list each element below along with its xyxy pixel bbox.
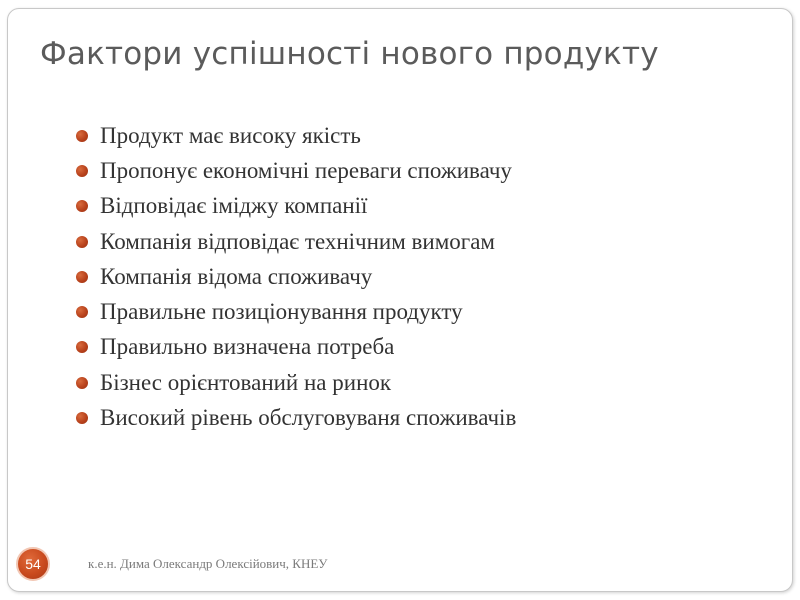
list-item	[76, 330, 516, 365]
bullet-icon	[76, 377, 88, 389]
slide-title: Фактори успішності нового продукту	[40, 36, 659, 72]
bullet-icon	[76, 306, 88, 318]
bullet-text: Бізнес орієнтований на ринок	[100, 369, 392, 395]
bullet-text: Високий рівень обслуговуваня споживачів	[100, 405, 517, 431]
list-item	[76, 259, 516, 294]
bullet-icon	[76, 236, 88, 248]
list-item	[76, 224, 516, 259]
list-item	[76, 400, 516, 435]
bullet-icon	[76, 271, 88, 283]
list-item	[76, 118, 516, 153]
bullet-text: Правильно визначена потреба	[100, 334, 395, 360]
bullet-text: Пропонує економічні переваги споживачу	[100, 157, 512, 183]
bullet-icon	[76, 200, 88, 212]
bullet-icon	[76, 165, 88, 177]
bullet-icon	[76, 130, 88, 142]
bullet-text: Компанія відповідає технічним вимогам	[100, 228, 495, 254]
page-number-badge	[16, 547, 50, 581]
bullet-text: Компанія відома споживачу	[100, 263, 373, 289]
bullet-list	[76, 118, 516, 436]
list-item	[76, 294, 516, 329]
bullet-icon	[76, 412, 88, 424]
bullet-text: Продукт має високу якість	[100, 122, 361, 148]
list-item	[76, 365, 516, 400]
list-item	[76, 189, 516, 224]
bullet-text: Правильне позиціонування продукту	[100, 299, 463, 325]
bullet-icon	[76, 341, 88, 353]
list-item	[76, 153, 516, 188]
page-number: 54	[25, 556, 41, 572]
bullet-text: Відповідає іміджу компанії	[100, 193, 368, 219]
footer-author: к.е.н. Дима Олександр Олексійович, КНЕУ	[88, 556, 328, 571]
